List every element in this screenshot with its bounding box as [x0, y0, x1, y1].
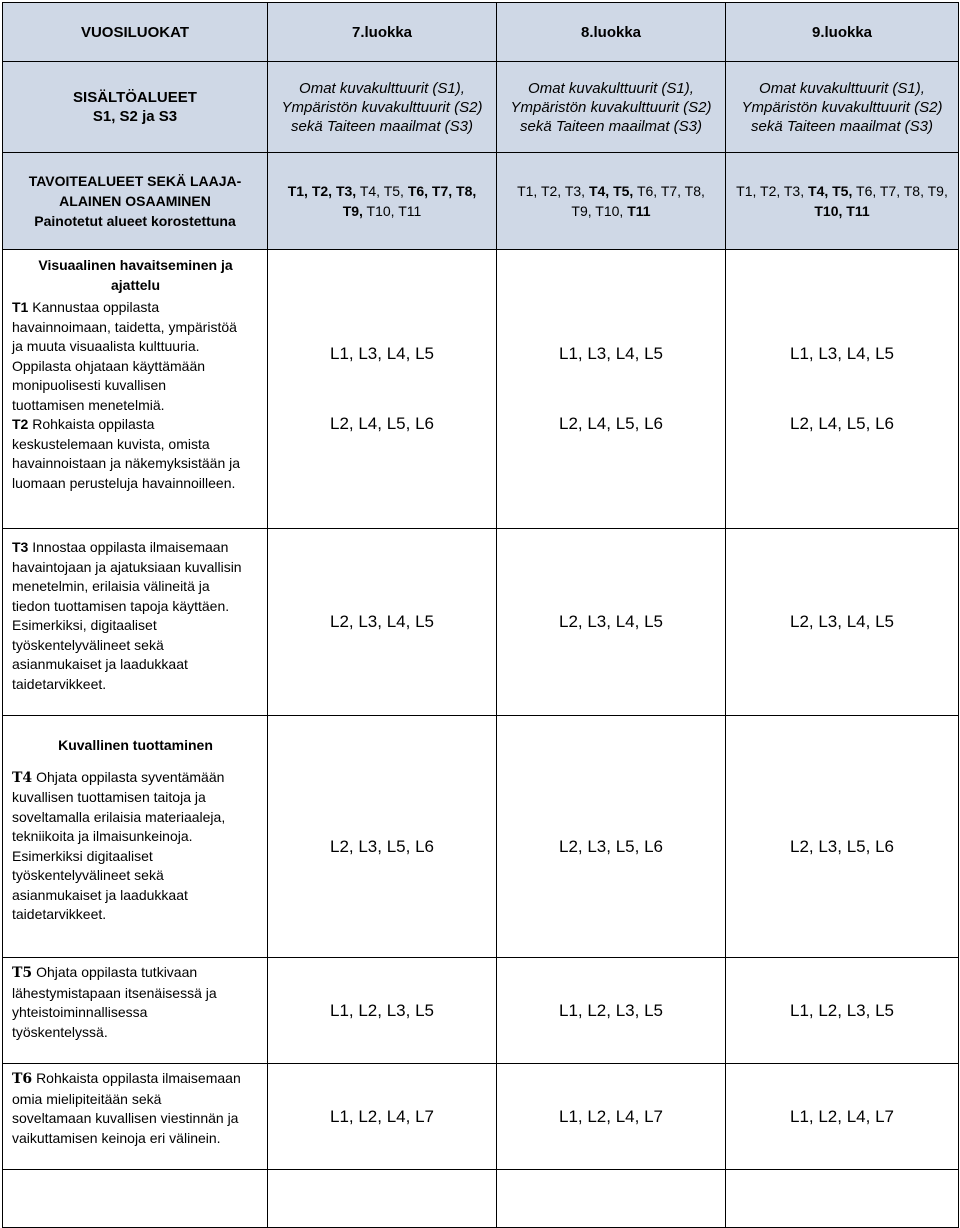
- competences-grade-9: L2, L3, L4, L5: [726, 529, 959, 716]
- description-line: menetelmin, erilaisia välineitä ja: [12, 578, 210, 594]
- description-line: lähestymistapaan itsenäisessä ja: [12, 984, 217, 1001]
- content-area-s3: sekä Taiteen maailmat (S3): [290, 117, 474, 135]
- description-line: Esimerkiksi digitaaliset: [12, 847, 153, 864]
- t6-code: T6: [12, 1071, 33, 1087]
- objective-row-t6: [3, 1064, 959, 1170]
- objective-row-t1-t2: [3, 250, 959, 529]
- objective-codes: T4, T5,: [356, 183, 408, 199]
- competences-grade-8: L2, L3, L5, L6: [497, 716, 726, 958]
- t4-lines: [12, 769, 225, 923]
- objective-codes: T6, T7, T8, T9,: [852, 183, 948, 199]
- objectives-row: [3, 153, 959, 250]
- emphasized-objective-codes: T4, T5,: [808, 183, 853, 199]
- t1-text: [12, 298, 259, 415]
- objective-description-t3: [3, 529, 268, 716]
- competences-grade-7: L1, L2, L3, L5: [268, 958, 497, 1064]
- competences-grade-7: L2, L3, L4, L5: [268, 529, 497, 716]
- objective-row-t5: [3, 958, 959, 1064]
- competences-grade-8: L1, L2, L3, L5: [497, 958, 726, 1064]
- competences-t2: L2, L4, L5, L6: [559, 414, 663, 433]
- description-line: Ohjata oppilasta tutkivaan: [36, 964, 198, 980]
- description-line: työskentelyvälineet sekä: [12, 636, 164, 653]
- description-line: omia mielipiteitään sekä: [12, 1090, 162, 1107]
- description-line: työskentelyssä.: [12, 1023, 108, 1040]
- objectives-label-line1: TAVOITEALUEET SEKÄ LAAJA-: [28, 173, 242, 189]
- objective-codes: T10, T11: [362, 203, 422, 219]
- objective-codes: T6, T7, T8,: [633, 183, 705, 199]
- t2-code: T2: [12, 416, 29, 432]
- objective-codes: T1, T2, T3,: [736, 183, 809, 199]
- content-area-s2: Ympäristön kuvakulttuurit (S2): [510, 98, 712, 116]
- content-area-s1: Omat kuvakulttuurit (S1),: [299, 79, 465, 97]
- description-line: havainnoistaan ja näkemyksistään ja: [12, 455, 241, 471]
- description-line: ja muuta visuaalista kulttuuria.: [12, 338, 200, 354]
- emphasized-objective-codes: T6, T7, T8,: [407, 183, 477, 199]
- content-areas-row: [3, 62, 959, 153]
- description-line: Innostaa oppilasta ilmaisemaan: [32, 539, 229, 555]
- empty-cell: [497, 1170, 726, 1228]
- description-line: yhteistoiminnallisessa: [12, 1004, 148, 1020]
- content-area-s2: Ympäristön kuvakulttuurit (S2): [281, 98, 483, 116]
- description-line: tekniikoita ja ilmaisunkeinoja.: [12, 828, 193, 844]
- objectives-grade-8: [497, 153, 726, 250]
- description-line: kuvallisen tuottamisen taitoja ja: [12, 789, 206, 805]
- description-line: asianmukaiset ja laadukkaat: [12, 886, 188, 903]
- competences-grade-9: L1, L2, L4, L7: [726, 1064, 959, 1170]
- description-line: soveltamalla erilaisia materiaaleja,: [12, 808, 226, 825]
- objectives-grade-7: [268, 153, 497, 250]
- grade-8-header: 8.luokka: [497, 3, 726, 62]
- content-areas-grade-7: [268, 62, 497, 153]
- competences-grade-8: L1, L2, L4, L7: [497, 1064, 726, 1170]
- header-title: VUOSILUOKAT: [3, 3, 268, 62]
- description-line: tuottamisen menetelmiä.: [12, 396, 165, 413]
- objective-description-t6: [3, 1064, 268, 1170]
- t3-code: T3: [12, 539, 29, 555]
- t1-code: T1: [12, 299, 29, 315]
- empty-cell: [726, 1170, 959, 1228]
- emphasized-objective-codes: T10, T11: [814, 203, 870, 219]
- description-line: havainnoimaan, taidetta, ympäristöä: [12, 318, 237, 335]
- objectives-line: [268, 201, 496, 221]
- objectives-line: [497, 201, 725, 221]
- description-line: asianmukaiset ja laadukkaat: [12, 656, 188, 672]
- t4-code: T4: [12, 769, 33, 786]
- description-line: työskentelyvälineet sekä: [12, 867, 164, 883]
- competences-grade-7: [268, 250, 497, 529]
- grade-9-header: 9.luokka: [726, 3, 959, 62]
- objective-codes: T1, T2, T3,: [517, 183, 589, 199]
- t5-code: T5: [12, 965, 33, 981]
- t6-lines: [12, 1070, 241, 1146]
- empty-row: [3, 1170, 959, 1228]
- t5-lines: [12, 964, 217, 1040]
- description-line: soveltamaan kuvallisen viestinnän ja: [12, 1110, 239, 1126]
- competences-t2: L2, L4, L5, L6: [330, 414, 434, 433]
- description-line: Oppilasta ohjataan käyttämään: [12, 357, 206, 374]
- competences-grade-8: L2, L3, L4, L5: [497, 529, 726, 716]
- competences-t1: L1, L3, L4, L5: [330, 344, 434, 363]
- content-areas-grade-8: [497, 62, 726, 153]
- content-areas-label-line1: SISÄLTÖALUEET: [73, 89, 197, 106]
- content-areas-label-line2: S1, S2 ja S3: [92, 108, 178, 125]
- competences-t1: L1, L3, L4, L5: [790, 344, 894, 363]
- t2-text: [12, 415, 259, 493]
- objectives-label: [3, 153, 268, 250]
- objectives-line: [726, 201, 958, 221]
- objective-description-t1-t2: [3, 250, 268, 529]
- content-area-s2: Ympäristön kuvakulttuurit (S2): [741, 98, 943, 116]
- objective-row-t4: [3, 716, 959, 958]
- section-title-visual-production: Kuvallinen tuottaminen: [58, 737, 213, 753]
- content-area-s3: sekä Taiteen maailmat (S3): [519, 117, 703, 135]
- objective-codes: T9, T10,: [571, 203, 628, 219]
- objectives-line: [497, 181, 725, 201]
- description-line: taidetarvikkeet.: [12, 906, 107, 922]
- description-line: Rohkaista oppilasta ilmaisemaan: [36, 1070, 241, 1086]
- objectives-line: [726, 181, 958, 201]
- grade-header-row: [3, 3, 959, 62]
- t2-lines: [12, 416, 240, 491]
- objectives-label-line3: Painotetut alueet korostettuna: [34, 213, 236, 229]
- description-line: Rohkaista oppilasta: [32, 416, 155, 432]
- content-area-s1: Omat kuvakulttuurit (S1),: [528, 79, 694, 97]
- description-line: tiedon tuottamisen tapoja käyttäen.: [12, 597, 230, 614]
- description-line: Esimerkiksi, digitaaliset: [12, 617, 157, 633]
- empty-cell: [3, 1170, 268, 1228]
- curriculum-table: [2, 2, 959, 1228]
- description-line: monipuolisesti kuvallisen: [12, 377, 167, 393]
- section-title-visual-perception-2: ajattelu: [110, 276, 160, 293]
- emphasized-objective-codes: T1, T2, T3,: [287, 183, 357, 199]
- content-area-s3: sekä Taiteen maailmat (S3): [750, 117, 934, 135]
- description-line: keskustelemaan kuvista, omista: [12, 435, 210, 452]
- t3-lines: [12, 539, 242, 692]
- objective-description-t5: [3, 958, 268, 1064]
- objective-row-t3: [3, 529, 959, 716]
- competences-t2: L2, L4, L5, L6: [790, 414, 894, 433]
- competences-grade-8: [497, 250, 726, 529]
- emphasized-objective-codes: T11: [627, 203, 651, 219]
- content-areas-label: [3, 62, 268, 153]
- competences-grade-9: L1, L2, L3, L5: [726, 958, 959, 1064]
- competences-grade-7: L1, L2, L4, L7: [268, 1064, 497, 1170]
- competences-grade-9: L2, L3, L5, L6: [726, 716, 959, 958]
- competences-grade-7: L2, L3, L5, L6: [268, 716, 497, 958]
- description-line: taidetarvikkeet.: [12, 675, 107, 692]
- section-title-visual-perception-1: Visuaalinen havaitseminen ja: [38, 257, 233, 273]
- t1-lines: [12, 299, 237, 413]
- objectives-label-line2: ALAINEN OSAAMINEN: [59, 193, 211, 209]
- objective-description-t4: [3, 716, 268, 958]
- description-line: luomaan perusteluja havainnoilleen.: [12, 474, 236, 491]
- description-line: vaikuttamisen keinoja eri välinein.: [12, 1129, 221, 1146]
- objectives-grade-9: [726, 153, 959, 250]
- content-area-s1: Omat kuvakulttuurit (S1),: [759, 79, 925, 97]
- content-areas-grade-9: [726, 62, 959, 153]
- description-line: Ohjata oppilasta syventämään: [36, 768, 225, 785]
- empty-cell: [268, 1170, 497, 1228]
- competences-grade-9: [726, 250, 959, 529]
- grade-7-header: 7.luokka: [268, 3, 497, 62]
- objectives-line: [268, 181, 496, 201]
- competences-t1: L1, L3, L4, L5: [559, 344, 663, 363]
- description-line: Kannustaa oppilasta: [32, 299, 160, 315]
- emphasized-objective-codes: T9,: [342, 203, 363, 219]
- emphasized-objective-codes: T4, T5,: [588, 183, 634, 199]
- description-line: havaintojaan ja ajatuksiaan kuvallisin: [12, 558, 242, 575]
